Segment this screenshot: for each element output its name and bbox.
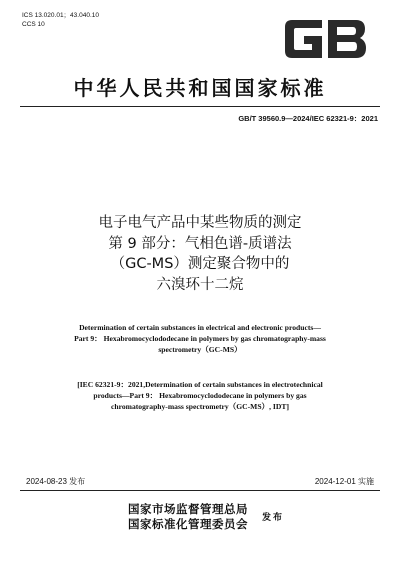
ics-code: ICS 13.020.01；43.040.10 — [22, 12, 99, 19]
gb-logo — [282, 14, 368, 64]
chinese-title-line: 第 9 部分：气相色谱-质谱法 — [108, 235, 292, 252]
issuer-line: 国家市场监督管理总局 — [128, 502, 248, 516]
issue-date: 2024-08-23 发布 — [26, 477, 86, 486]
implementation-date: 2024-12-01 实施 — [314, 477, 374, 486]
national-standard-title: 中华人民共和国国家标准 — [73, 76, 327, 100]
chinese-title-line: 六溴环十二烷 — [156, 276, 244, 293]
english-title-line: Part 9： Hexabromocyclododecane in polymers by gas chromatography-mass — [74, 334, 326, 343]
chinese-title-line: 电子电气产品中某些物质的测定 — [98, 215, 302, 231]
iec-equivalence — [0, 379, 400, 412]
chinese-title — [0, 213, 400, 295]
top-divider — [20, 106, 380, 107]
bottom-divider — [20, 490, 380, 491]
issuer-line: 国家标准化管理委员会 — [128, 517, 248, 531]
issuing-authorities — [128, 502, 248, 532]
iec-equivalence-line: [IEC 62321-9：2021,Determination of certain substances in electrotechnical — [77, 380, 323, 389]
standard-number: GB/T 39560.9—2024/IEC 62321-9：2021 — [238, 114, 378, 123]
iec-equivalence-line: chromatography-mass spectrometry（GC-MS）, IDT] — [111, 402, 289, 411]
ccs-code: CCS 10 — [22, 20, 45, 28]
english-title-line: spectrometry（GC-MS） — [158, 345, 242, 354]
english-title — [0, 322, 400, 355]
english-title-line: Determination of certain substances in electrical and electronic products— — [79, 323, 321, 332]
classification-codes — [22, 12, 99, 29]
publish-label: 发布 — [262, 513, 285, 523]
iec-equivalence-line: products—Part 9： Hexabromocyclododecane in polymers by gas — [93, 391, 307, 400]
chinese-title-line: （GC-MS）测定聚合物中的 — [110, 256, 290, 272]
